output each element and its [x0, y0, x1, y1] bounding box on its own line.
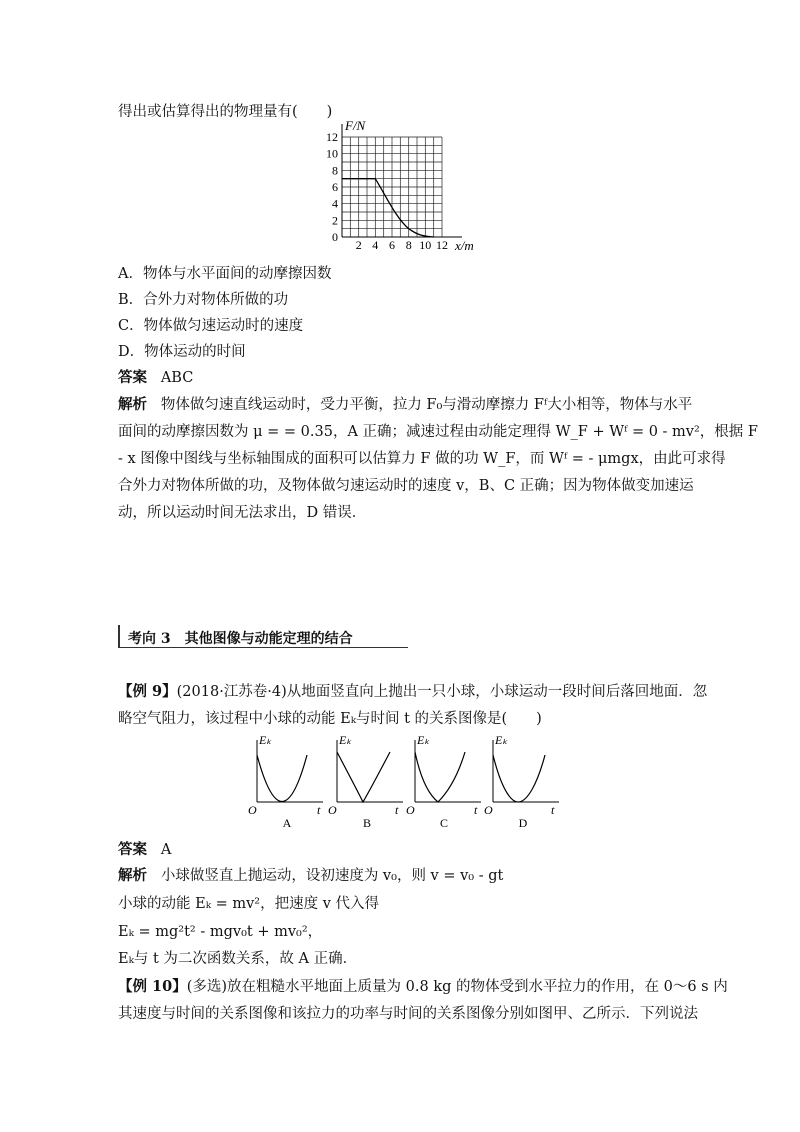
fx-x-tick: 2: [355, 238, 362, 252]
fx-y-tick: 6: [332, 180, 338, 194]
example-9-line1: [118, 680, 707, 701]
analysis-text: 面间的动摩擦因数为 μ = = 0.35，A 正确；减速过程由动能定理得 W_F + Wᶠ = 0 - mv²，根据 F: [118, 424, 758, 440]
fx-x-tick: 12: [436, 238, 448, 252]
analysis-label: 解析: [118, 867, 147, 884]
ek-graph-a: [248, 733, 323, 830]
ek-graph-b: [328, 733, 403, 830]
analysis-row: [118, 393, 692, 414]
example-9-tag: 【例 9】: [118, 683, 177, 700]
ek-axis-label: Eₖ: [417, 733, 430, 747]
origin-label: O: [406, 803, 415, 817]
analysis-text: 动，所以运动时间无法求出，D 错误．: [118, 505, 367, 521]
graph-name: C: [439, 816, 449, 830]
fx-x-tick: 4: [372, 238, 379, 252]
ex9-analysis-row: [118, 864, 503, 885]
section-heading: [118, 625, 408, 649]
origin-label: O: [248, 803, 257, 817]
answer-label: 答案: [118, 369, 147, 386]
ek-graph-c: [406, 733, 481, 830]
fx-y-axis-label: F/N: [345, 118, 366, 133]
answer-label: 答案: [118, 841, 147, 858]
ek-graph-d: [484, 733, 559, 830]
graph-name: B: [362, 816, 372, 830]
option-a: A．物体与水平面间的动摩擦因数: [118, 266, 332, 282]
origin-label: O: [328, 803, 337, 817]
ex9-answer-row: [118, 838, 171, 859]
graph-name: D: [518, 816, 528, 830]
fx-y-tick: 2: [332, 213, 338, 228]
analysis-label: 解析: [118, 396, 147, 413]
ek-axis-label: Eₖ: [339, 733, 352, 747]
fx-y-tick: 8: [332, 163, 338, 178]
question-intro: 得出或估算得出的物理量有( ): [118, 104, 333, 120]
analysis-text: Eₖ = mg²t² - mgv₀t + mv₀²，: [118, 924, 323, 940]
t-axis-label: t: [551, 803, 555, 817]
fx-x-axis-label: x/m: [455, 238, 474, 253]
example-10-tag: 【例 10】: [118, 978, 187, 995]
example-10-line2: 其速度与时间的关系图像和该拉力的功率与时间的关系图像分别如图甲、乙所示．下列说法: [118, 1006, 698, 1022]
analysis-text: 小球的动能 Eₖ = mv²，把速度 v 代入得: [118, 896, 380, 912]
ek-axis-label: Eₖ: [259, 733, 272, 747]
example-10-text: (多选)放在粗糙水平地面上质量为 0.8 kg 的物体受到水平拉力的作用，在 0～6 s 内: [186, 979, 728, 995]
analysis-text: 物体做匀速直线运动时，受力平衡，拉力 F₀与滑动摩擦力 Fᶠ大小相等，物体与水平: [160, 397, 693, 413]
ek-graphs: [245, 730, 565, 830]
answer-value: A: [160, 842, 172, 858]
graph-name: A: [282, 816, 292, 830]
fx-x-tick: 8: [405, 238, 412, 252]
analysis-text: 小球做竖直上抛运动，设初速度为 v₀，则 v = v₀ - gt: [160, 868, 504, 884]
example-10-line1: [118, 975, 728, 996]
option-d: D．物体运动的时间: [118, 344, 246, 360]
answer-value: ABC: [160, 370, 194, 386]
analysis-text: Eₖ与 t 为二次函数关系，故 A 正确．: [118, 951, 358, 967]
fx-y-tick: 12: [326, 130, 338, 144]
ek-axis-label: Eₖ: [495, 733, 508, 747]
analysis-text: 合外力对物体所做的功，及物体做匀速运动时的速度 v，B、C 正确；因为物体做变加速运: [118, 478, 694, 494]
fx-y-tick: 0: [332, 230, 338, 244]
fx-y-tick: 10: [326, 146, 338, 161]
answer-row: [118, 366, 193, 387]
option-b: B．合外力对物体所做的功: [118, 292, 289, 308]
example-9-line2: 略空气阻力，该过程中小球的动能 Eₖ与时间 t 的关系图像是( ): [118, 711, 542, 727]
fx-x-tick: 6: [389, 238, 395, 252]
t-axis-label: t: [395, 803, 399, 817]
t-axis-label: t: [474, 803, 478, 817]
fx-x-tick: 10: [419, 238, 432, 252]
fx-y-tick: 4: [332, 196, 338, 211]
fx-graph: [320, 118, 490, 253]
example-9-text: (2018·江苏卷·4)从地面竖直向上抛出一只小球，小球运动一段时间后落回地面．忽: [176, 684, 708, 700]
origin-label: O: [484, 803, 493, 817]
t-axis-label: t: [317, 803, 321, 817]
analysis-text: - x 图像中图线与坐标轴围成的面积可以估算力 F 做的功 W_F，而 Wᶠ = - μmgx，由此可求得: [118, 451, 726, 467]
option-c: C．物体做匀速运动时的速度: [118, 318, 304, 334]
section-title: 考向 3 其他图像与动能定理的结合: [128, 631, 353, 647]
